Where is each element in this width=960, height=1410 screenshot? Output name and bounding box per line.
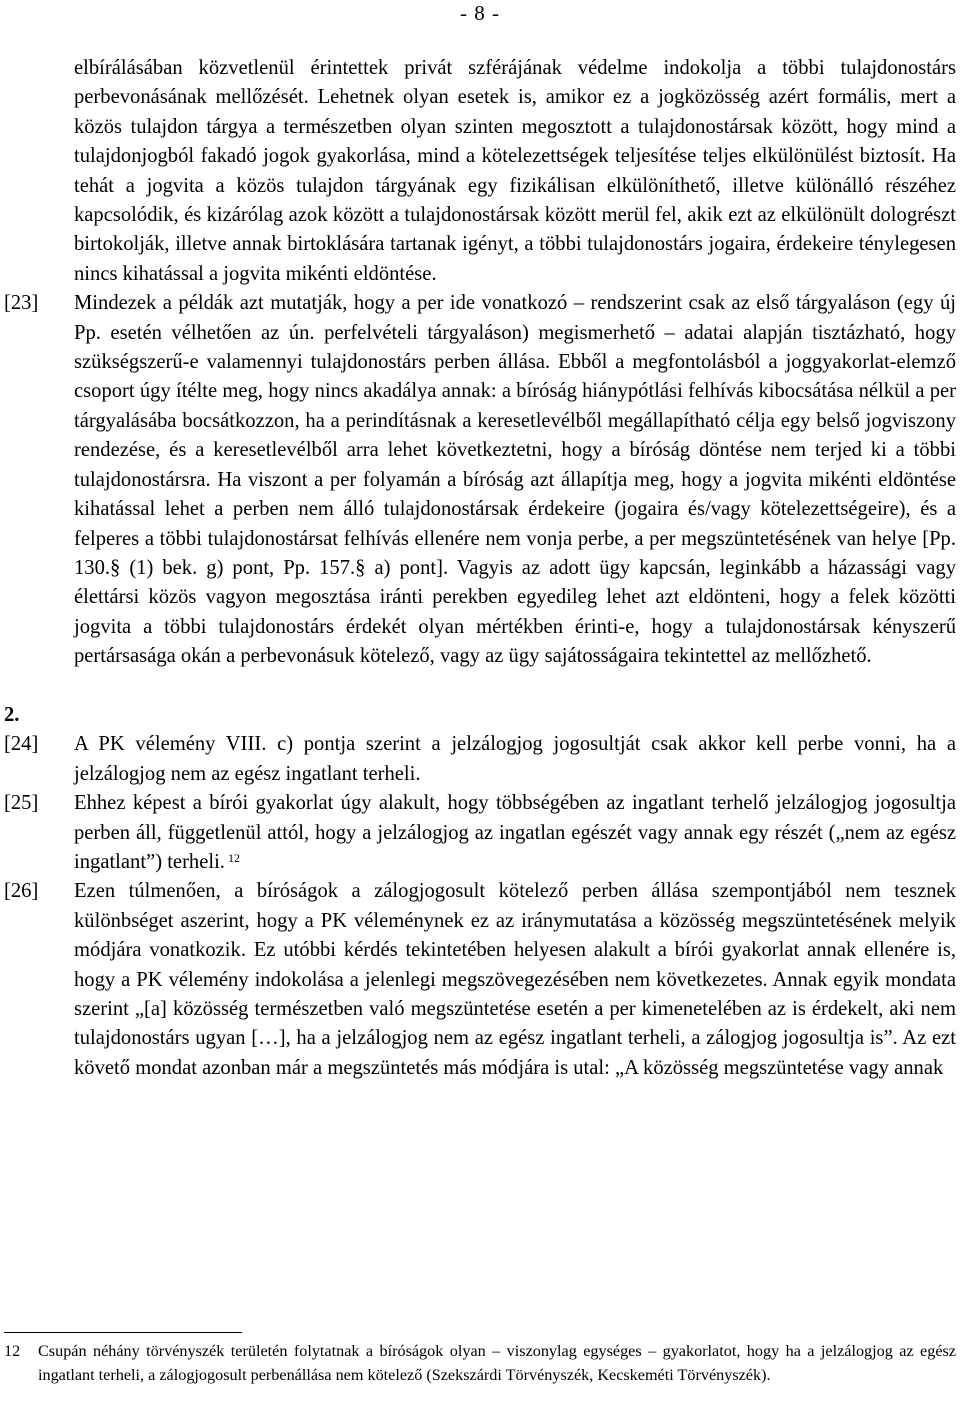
footnote-12	[4, 1340, 956, 1384]
paragraph-number: [24]	[4, 733, 39, 756]
paragraph-number: [23]	[4, 292, 39, 315]
paragraph-text: Ehhez képest a bírói gyakorlat úgy alakult, hogy többségében az ingatlant terhelő jelzálogjog jogosultja perben áll, függetlenül attól, hogy a jelzálogjog az ingatlan egészét vagy annak egy részét („nem az egész ingatlant”) terheli.	[74, 792, 956, 873]
paragraph-text: Mindezek a példák azt mutatják, hogy a per ide vonatkozó – rendszerint csak az első tárgyaláson (egy új Pp. esetén vélhetően az ún. perfelvételi tárgyaláson) megismerhető – adatai alapján tisztázható, hogy szükségszerű-e valamennyi tulajdonostárs perben állása. Ebből a megfontolásból a joggyakorlat-elemző csoport úgy ítélte meg, hogy nincs akadálya annak: a bíróság hiánypótlási felhívás kibocsátása nélkül a per tárgyalásába bocsátkozzon, ha a perindításnak a keresetlevélből megállapítható célja egy belső jogviszony rendezése, és a keresetlevélből arra lehet következtetni, hogy a bíróság döntése nem terjed ki a többi tulajdonostársra. Ha viszont a per folyamán a bíróság azt állapítja meg, hogy a jogvita mikénti eldöntése kihatással lehet a perben nem álló tulajdonostársak érdekeire (jogaira és/vagy kötelezettségeire), és a felperes a többi tulajdonostársat felhívás ellenére nem vonja perbe, a per megszüntetésének van helye [Pp. 130.§ (1) bek. g) pont, Pp. 157.§ a) pont]. Vagyis az adott ügy kapcsán, leginkább a házassági vagy élettársi közös vagyon megosztása iránti perekben egyedileg lehet azt eldönteni, hogy a felek közötti jogvita a többi tulajdonostárs érdekét olyan mértékben érinti-e, hogy a tulajdonostársak kényszerű pertársasága okán a perbevonásuk kötelező, vagy az ügy sajátosságaira tekintettel az mellőzhető.	[74, 292, 956, 668]
paragraph-number: [26]	[4, 880, 39, 903]
paragraph-text-wrapper	[74, 789, 956, 877]
footnote-text: Csupán néhány törvényszék területén folytatnak a bíróságok olyan – viszonylag egységes – gyakorlatot, hogy ha a jelzálogjog az egész ingatlant terheli, a zálogjogosult perbenállása nem kötelező (Szekszárdi Törvényszék, Kecskeméti Törvényszék).	[38, 1342, 956, 1384]
footnote-number: 12	[4, 1342, 21, 1360]
paragraph-number: [25]	[4, 792, 39, 815]
footnote-reference[interactable]: 12	[227, 850, 240, 865]
footnote-separator	[4, 1332, 242, 1333]
page-number: - 8 -	[460, 1, 500, 25]
paragraph-text: Ezen túlmenően, a bíróságok a zálogjogosult kötelező perben állása szempontjából nem tesznek különbséget aszerint, hogy a PK véleménynek ez az iránymutatása a közösség megszüntetésének melyik módjára vonatkozik. Ez utóbbi kérdés tekintetében helyesen alakult a bírói gyakorlat annak ellenére is, hogy a PK vélemény indokolása a jelenlegi megszövegezésében nem következetes. Annak egyik mondata szerint „[a] közösség természetben való megszüntetése esetén a per kimenetelében az is érdekelt, aki nem tulajdonostárs ugyan […], ha a jelzálogjog nem az egész ingatlant terheli, a zálogjog jogosultja is”. Az ezt követő mondat azonban már a megszüntetés más módjára is utal: „A közösség megszüntetése vagy annak	[74, 880, 956, 1079]
paragraph-25	[4, 789, 956, 877]
section-heading: 2.	[4, 703, 20, 726]
document-body	[4, 54, 956, 1083]
paragraph-23	[4, 289, 956, 671]
paragraph-24	[4, 730, 956, 789]
paragraph-26	[4, 877, 956, 1083]
continuation-paragraph: elbírálásában közvetlenül érintettek privát szférájának védelme indokolja a többi tulajdonostárs perbevonásának mellőzését. Lehetnek olyan esetek is, amikor ez a jogközösség azért formális, mert a közös tulajdon tárgya a természetben olyan szinten megosztott a tulajdonostársak között, hogy mind a tulajdonjogból fakadó jogok gyakorlása, mind a kötelezettségek teljesítése teljes elkülönülést biztosít. Ha tehát a jogvita a közös tulajdon tárgyának egy fizikálisan elkülöníthető, illetve különálló részéhez kapcsolódik, és kizárólag azok között a tulajdonostársak között merül fel, akik ezt az elkülönült dologrészt birtokolják, illetve annak birtoklására tartanak igényt, a többi tulajdonostárs jogaira, érdekeire ténylegesen nincs kihatással a jogvita mikénti eldöntése.	[74, 57, 956, 285]
paragraph-text: A PK vélemény VIII. c) pontja szerint a jelzálogjog jogosultját csak akkor kell perbe vonni, ha a jelzálogjog nem az egész ingatlant terheli.	[74, 733, 956, 785]
